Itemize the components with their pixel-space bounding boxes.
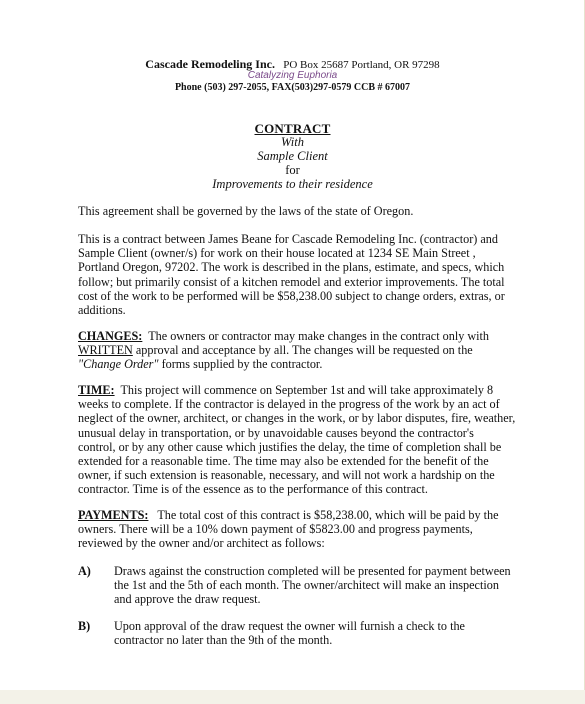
item-b-text: Upon approval of the draw request the owner will furnish a check to the contractor no later than the 9th of the month. (114, 619, 465, 648)
title-with: With (281, 135, 304, 149)
contract-purpose: Improvements to their residence (212, 177, 373, 191)
payments-paragraph: PAYMENTS: The total cost of this contract is $58,238.00, which will be paid by the owners. There will be a 10% down payment of $5823.00 and progress payments, reviewed by the owner and/or architect as follows: (78, 508, 499, 551)
item-b-key: B) (78, 619, 91, 633)
changes-paragraph: CHANGES: The owners or contractor may make changes in the contract only with WRITTEN approval and acceptance by all. The changes will be requested on the "Change Order" forms supplied by the contractor. (78, 329, 490, 372)
page-bottom-edge (0, 690, 585, 704)
company-name: Cascade Remodeling Inc. (145, 57, 275, 71)
payments-label: PAYMENTS: (78, 508, 149, 522)
company-address: PO Box 25687 Portland, OR 97298 (283, 59, 440, 71)
changes-label: CHANGES: (78, 329, 143, 343)
time-paragraph: TIME: This project will commence on September 1st and will take approximately 8 weeks to complete. If the contractor is delayed in the progress of the work by an act of neglect of the owner, architect, or changes in the work, or by labor disputes, fire, weather, unusual delay in transportation, or by unavoidable causes beyond the contractor's control, or by any other cause which justifies the delay, the time of completion shall be extended for a reasonable time. The time may also be extended for the benefit of the owner, if such extension is reasonable, necessary, and will not work a hardship on the contractor. Time is of the essence as to the performance of this contract. (78, 383, 516, 497)
company-contact: Phone (503) 297-2055, FAX(503)297-0579 CCB # 67007 (174, 82, 411, 93)
company-tagline: Catalyzing Euphoria (247, 70, 338, 81)
title-for: for (285, 163, 300, 177)
governing-law-paragraph: This agreement shall be governed by the laws of the state of Oregon. (78, 204, 414, 218)
intro-paragraph: This is a contract between James Beane for Cascade Remodeling Inc. (contractor) and Sample Client (owner/s) for work on their house located at 1234 SE Main Street , Portland Oregon, 97202. The work is described in the plans, estimate, and specs, which follow; but primarily consist of a kitchen remodel and exterior improvements. The total cost of the work to be performed will be $58,238.00 subject to change orders, extras, or additions. (78, 232, 505, 318)
time-label: TIME: (78, 383, 115, 397)
item-a-key: A) (78, 564, 91, 578)
contract-title: CONTRACT (254, 121, 331, 136)
item-a-text: Draws against the construction completed will be presented for payment between the 1st and the 5th of each month. The owner/architect will make an inspection and approve the draw request. (114, 564, 511, 607)
client-name: Sample Client (257, 149, 328, 163)
